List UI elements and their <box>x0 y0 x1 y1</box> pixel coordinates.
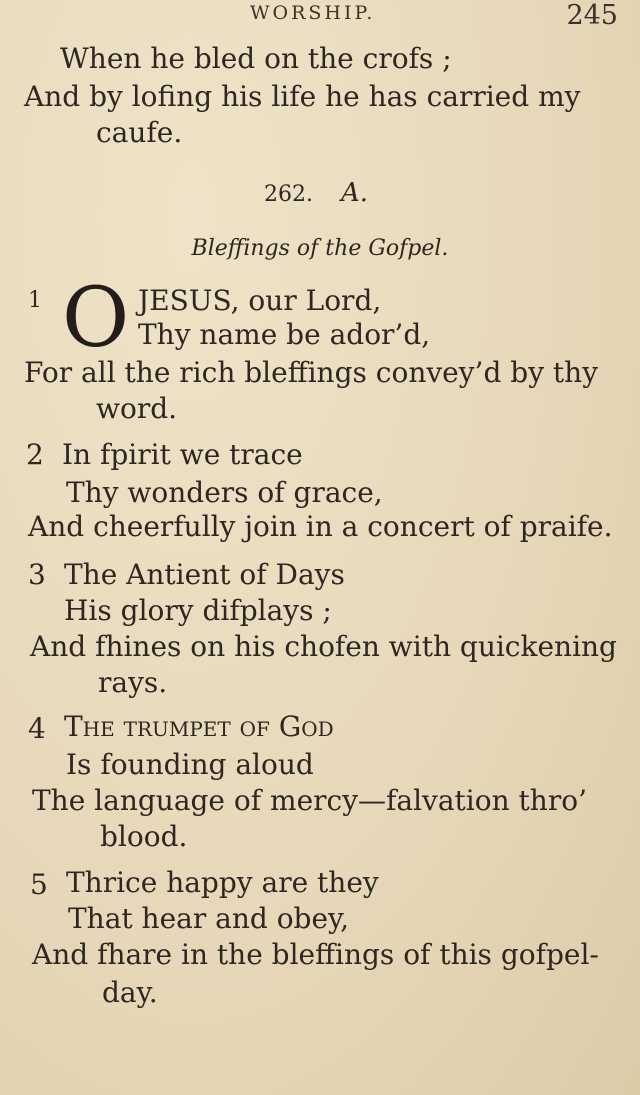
prev-hymn-line: And by lofing his life he has carried my <box>24 80 581 113</box>
hymn-title: Bleffings of the Gofpel. <box>191 236 449 261</box>
verse-line: day. <box>102 976 158 1009</box>
verse-line: Is founding aloud <box>66 748 314 781</box>
verse-line: rays. <box>98 666 168 699</box>
prev-hymn-line: caufe. <box>96 116 183 149</box>
verse-line: His glory difplays ; <box>64 594 332 627</box>
verse-line: And fhines on his chofen with quickening <box>30 630 617 663</box>
verse-number: 1 <box>28 288 42 313</box>
verse-line: Thy wonders of grace, <box>66 476 383 509</box>
verse-line: blood. <box>100 820 188 853</box>
verse-line: And fhare in the bleffings of this gofpel- <box>32 938 599 971</box>
page-number: 245 <box>566 0 618 31</box>
hymn-heading <box>264 178 368 208</box>
verse-line: Thy name be ador’d, <box>138 318 431 351</box>
prev-hymn-line: When he bled on the crofs ; <box>60 42 452 75</box>
verse-number: 5 <box>30 868 48 901</box>
drop-cap: O <box>62 271 130 366</box>
verse-line: That hear and obey, <box>68 902 350 935</box>
verse-line: JESUS, our Lord, <box>138 284 382 317</box>
verse-line: The language of mercy—falvation thro’ <box>32 784 587 817</box>
verse-line: The Antient of Days <box>64 558 345 591</box>
verse-line: Thrice happy are they <box>66 866 379 899</box>
verse-line: For all the rich bleffings convey’d by thy <box>24 356 599 389</box>
verse-line: In fpirit we trace <box>62 438 303 471</box>
running-head: WORSHIP. <box>250 2 376 24</box>
hymn-tune: A. <box>340 178 369 208</box>
verse-line: And cheerfully join in a concert of praife. <box>28 510 613 543</box>
verse-number: 3 <box>28 558 46 591</box>
verse-line: The trumpet of God <box>64 710 334 743</box>
verse-number: 2 <box>26 438 44 471</box>
verse-line: word. <box>96 392 178 425</box>
hymn-number: 262. <box>264 182 313 207</box>
verse-number: 4 <box>28 712 46 745</box>
